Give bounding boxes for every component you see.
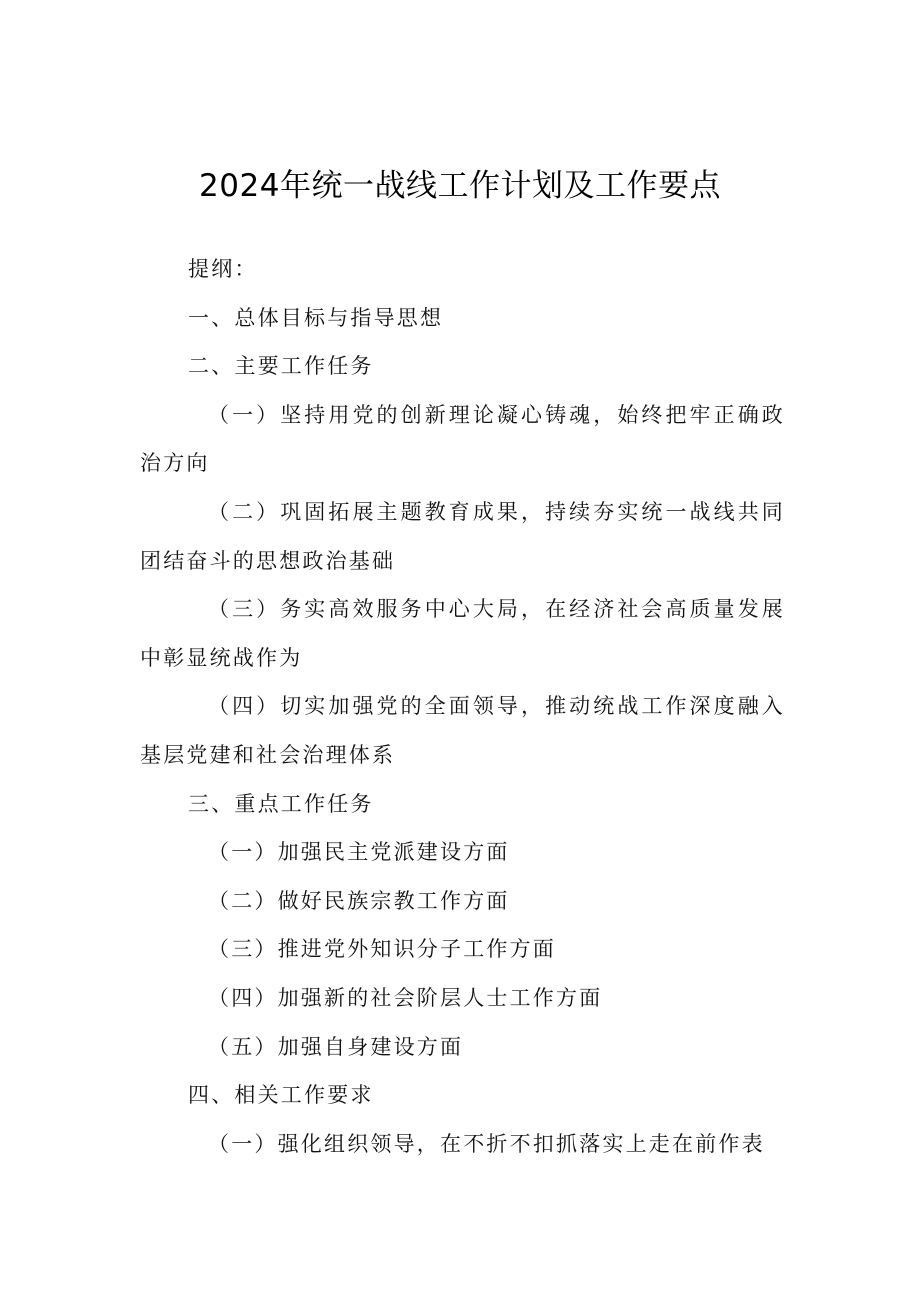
subsection-3-1: （一）加强民主党派建设方面 [208,840,510,865]
outline-label: 提纲： [188,257,258,281]
subsection-4-1: （一）强化组织领导，在不折不扣抓落实上走在前作表 [208,1131,765,1156]
document-body [140,245,785,1168]
section-heading-1: 一、总体目标与指导思想 [188,305,444,330]
subsection-3-5: （五）加强自身建设方面 [208,1034,464,1059]
subsection-3-2: （二）做好民族宗教工作方面 [208,888,510,913]
section-heading-2: 二、主要工作任务 [188,354,374,379]
section-heading-3: 三、重点工作任务 [188,791,374,816]
subsection-3-4: （四）加强新的社会阶层人士工作方面 [208,985,603,1010]
section-heading-4: 四、相关工作要求 [188,1083,374,1108]
subsection-2-3: （三）务实高效服务中心大局，在经济社会高质量发展中彰显统战作为 [140,597,785,670]
subsection-2-1: （一）坚持用党的创新理论凝心铸魂，始终把牢正确政治方向 [140,402,785,476]
document-title: 2024年统一战线工作计划及工作要点 [199,168,721,204]
subsection-2-2: （二）巩固拓展主题教育成果，持续夯实统一战线共同团结奋斗的思想政治基础 [140,499,785,573]
subsection-2-4: （四）切实加强党的全面领导，推动统战工作深度融入基层党建和社会治理体系 [140,694,785,767]
subsection-3-3: （三）推进党外知识分子工作方面 [208,937,556,962]
